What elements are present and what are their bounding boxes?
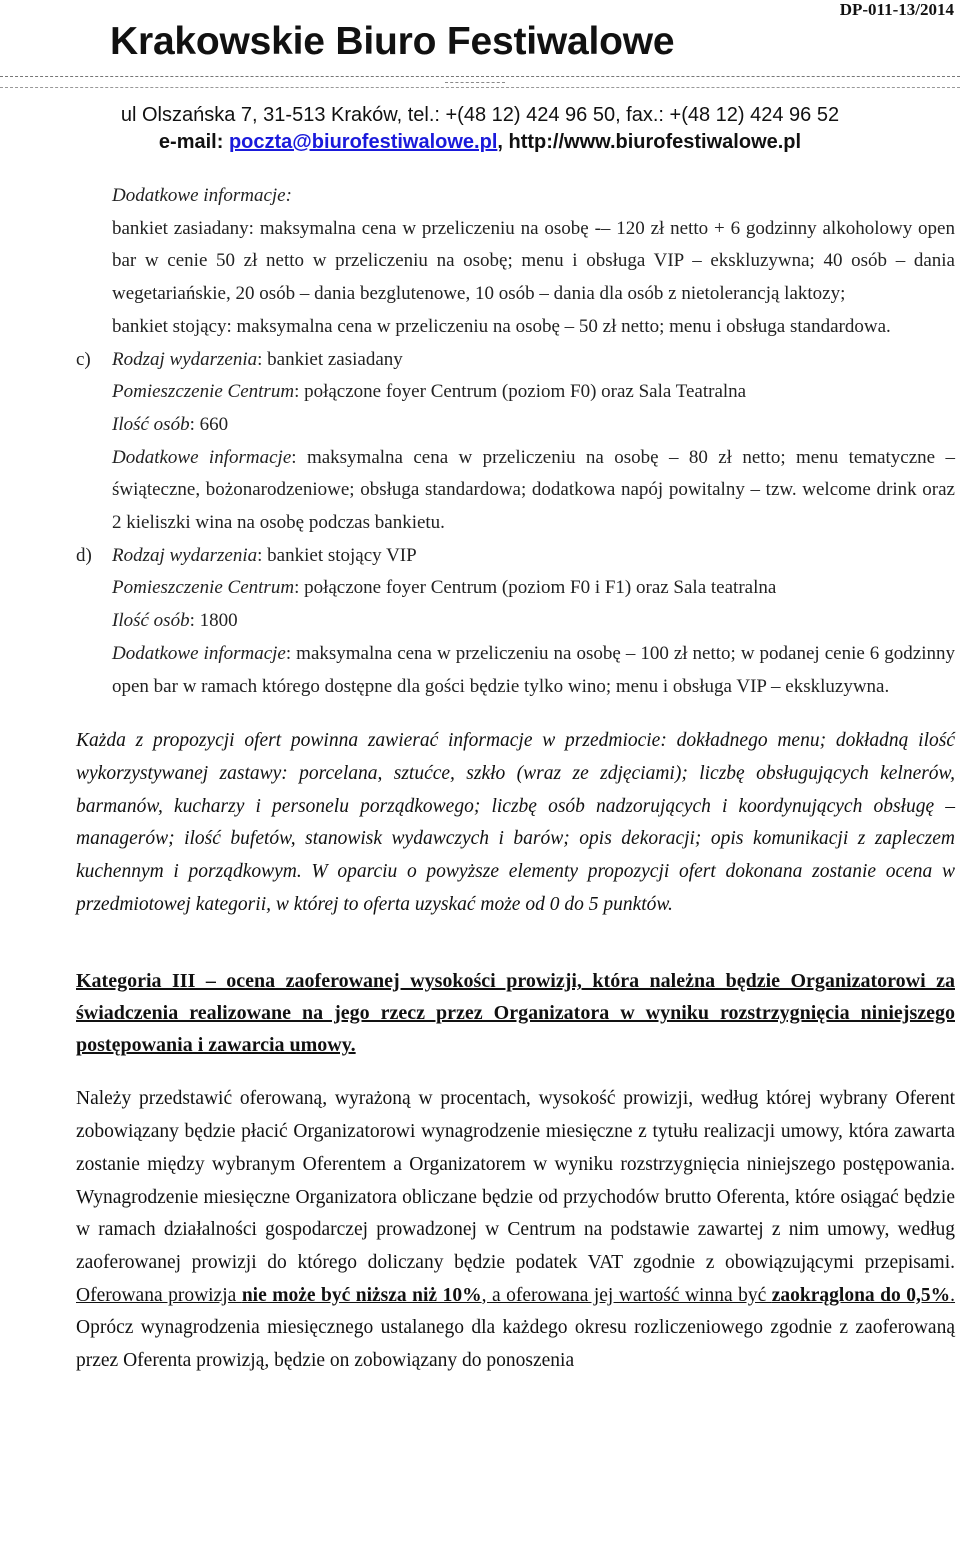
item-c-room-label: Pomieszczenie Centrum [112,381,295,403]
item-c-info-label: Dodatkowe informacje [112,446,292,468]
item-c-info [112,442,955,540]
document-body [0,180,960,1378]
item-b-info [112,180,955,344]
item-d-count-value: : 1800 [189,610,238,632]
organization-name: Krakowskie Biuro Festiwalowe [110,20,675,63]
contact-line [0,131,960,154]
item-d-info-value: : maksymalna cena w przeliczeniu na osobę – 100 zł netto; w podanej cenie 6 godzinny open bar w ramach którego dostępne dla gości będzie tylko wino; menu i obsługa VIP – ekskluzywna. [112,642,956,697]
commission-rounding: zaokrąglona do 0,5% [771,1284,951,1306]
email-link[interactable]: poczta@biurofestiwalowe.pl [228,131,498,153]
item-d-room [112,572,955,605]
commission-underlined-1: Oferowana prowizja [76,1284,242,1306]
item-d-type-label: Rodzaj wydarzenia [112,544,258,566]
header-rule-top [0,76,960,77]
item-c [76,344,956,540]
commission-underlined-3: . [950,1284,956,1306]
commission-paragraph [76,1083,955,1377]
header-rule-ornament [445,82,505,83]
item-c-info-value: : maksymalna cena w przeliczeniu na osobę – 80 zł netto; menu tematyczne – świąteczne, bożonarodzeniowe; obsługa standardowa; dodatkowa napój powitalny – tzw. welcome drink oraz 2 kieliszki wina na osobę podczas bankietu. [112,446,956,534]
commission-underlined-2: , a oferowana jej wartość winna być [481,1284,772,1306]
item-d-count [112,605,955,638]
category-heading: Kategoria III – ocena zaoferowanej wysokości prowizji, która należna będzie Organizatorowi za świadczenia realizowane na jego rzecz przez Organizatora w wyniku rozstrzygnięcia niniejszego postępowania i zawarcia umowy. [76,970,955,1057]
item-d-marker: d) [76,544,92,566]
item-c-type [112,344,955,377]
item-b-info-text-2: bankiet stojący: maksymalna cena w przeliczeniu na osobę – 50 zł netto; menu i obsługa standardowa. [112,315,891,337]
email-label: e-mail: [158,131,229,153]
item-c-marker: c) [76,348,91,370]
item-d-room-value: : połączone foyer Centrum (poziom F0 i F1) oraz Sala teatralna [294,577,777,599]
item-d-type-value: : bankiet stojący VIP [257,544,417,566]
item-c-count [112,409,955,442]
item-c-room-value: : połączone foyer Centrum (poziom F0) oraz Sala Teatralna [294,381,747,403]
item-c-count-value: : 660 [189,413,229,435]
commission-text-continued: Oprócz wynagrodzenia miesięcznego ustalanego dla każdego okresu rozliczeniowego zgodnie z zaoferowaną przez Oferenta prowizją, będzie on zobowiązany do ponoszenia [76,1317,955,1372]
item-d [76,540,956,704]
header-rule-bottom [0,87,960,88]
address-line: ul Olszańska 7, 31-513 Kraków, tel.: +(48 12) 424 96 50, fax.: +(48 12) 424 96 52 [120,104,840,126]
item-c-room [112,376,955,409]
letterhead [0,0,960,160]
item-d-type [112,540,955,573]
item-c-type-label: Rodzaj wydarzenia [112,348,258,370]
item-d-info [112,638,955,703]
item-b-info-text-1: bankiet zasiadany: maksymalna cena w przeliczeniu na osobę -– 120 zł netto + 6 godzinny alkoholowy open bar w cenie 50 zł netto w przeliczeniu na osobę; menu i obsługa VIP – ekskluzywna; 40 osób – dania wegetariańskie, 20 osób – dania bezglutenowe, 10 osób – dania dla osób z nietolerancją laktozy; [112,217,955,305]
item-d-room-label: Pomieszczenie Centrum [112,577,295,599]
commission-minimum: nie może być niższa niż 10% [241,1284,482,1306]
item-c-count-label: Ilość osób [112,413,190,435]
item-d-count-label: Ilość osób [112,610,190,632]
website-link[interactable]: , http://www.biurofestiwalowe.pl [497,131,802,153]
item-c-type-value: : bankiet zasiadany [257,348,403,370]
item-d-info-label: Dodatkowe informacje [112,642,286,664]
offer-requirements-note: Każda z propozycji ofert powinna zawierać informacje w przedmiocie: dokładnego menu; dokładną ilość wykorzystywanej zastawy: porcelana, sztućce, szkło (wraz ze zdjęciami); liczbę obsługujących kelnerów, barmanów, kucharzy i personelu porządkowego; liczbę osób nadzorujących i koordynujących obsługę – managerów; ilość bufetów, stanowisk wydawczych i barów; opis dekoracji; opis komunikacji z zapleczem kuchennym i porządkowym. W oparciu o powyższe elementy propozycji ofert dokonana zostanie ocena w przedmiotowej kategorii, w której to oferta uzyskać może od 0 do 5 punktów. [76,730,955,915]
item-b-info-label: Dodatkowe informacje: [112,185,292,206]
document-code: DP-011-13/2014 [839,0,954,19]
commission-text: Należy przedstawić oferowaną, wyrażoną w procentach, wysokość prowizji, według której wybrany Oferent zobowiązany będzie płacić Organizatorowi wynagrodzenie miesięczne z tytułu realizacji umowy, która zawarta zostanie między wybranym Oferentem a Organizatorem w wyniku rozstrzygnięcia niniejszego postępowania. Wynagrodzenie miesięczne Organizatora obliczane będzie od przychodów brutto Oferenta, które osiągać będzie w ramach działalności gospodarczej prowadzonej w Centrum na podstawie zawartej z nim umowy, według zaoferowanej prowizji do którego doliczany będzie podatek VAT zgodnie z obowiązującymi przepisami. [76,1088,955,1273]
